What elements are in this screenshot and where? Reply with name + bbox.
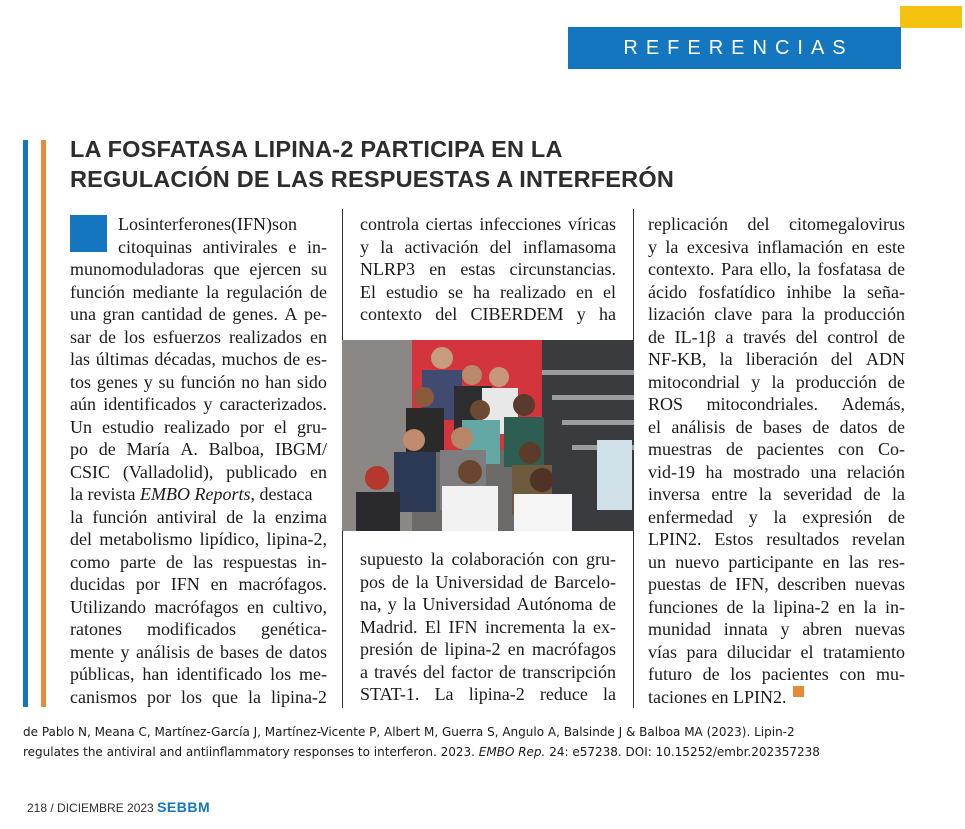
text-fragment: taciones en LPIN2. <box>648 686 787 707</box>
blue-side-bar <box>23 140 28 707</box>
text-line: tos genes y su función no han sido <box>70 371 327 392</box>
text-fragment: , destaca <box>250 484 313 504</box>
text-line: munidad innata y abren nuevas <box>648 619 905 639</box>
text-line: inversa entre la severidad de la <box>648 484 905 504</box>
text-line: Un estudio realizado por el gru- <box>70 416 327 437</box>
text-line: na, y la Universidad Autónoma de <box>360 594 616 614</box>
text-line: vid-19 ha mostrado una relación <box>648 461 905 482</box>
text-line: citoquinas antivirales e in- <box>118 236 327 257</box>
column-2-bottom <box>360 548 616 706</box>
reference-citation <box>23 722 923 762</box>
text-line: Madrid. El IFN incrementa la ex- <box>360 616 616 637</box>
text-line-last <box>648 686 905 709</box>
text-line: a través del factor de transcripción <box>360 661 616 682</box>
column-1 <box>70 213 327 708</box>
text-line: y la excesiva inflamación en este <box>648 236 905 257</box>
text-line-wrap <box>70 213 327 236</box>
text-line: LPIN2. Estos resultados revelan <box>648 529 905 549</box>
text-line: munomoduladoras que ejercen su <box>70 259 327 279</box>
text-line: pos de la Universidad de Barcelo- <box>360 571 616 592</box>
text-line: un nuevo participante en las res- <box>648 551 905 572</box>
text-line: función mediante la regulación de <box>70 281 327 302</box>
text-block <box>70 506 327 709</box>
text-line: CSIC (Valladolid), publicado en <box>70 461 327 482</box>
corner-yellow-tab <box>900 6 962 28</box>
text-fragment: 24: e57238. DOI: 10.15252/embr.202357238 <box>545 745 820 759</box>
journal-abbrev: EMBO Rep. <box>478 745 546 759</box>
text-line-journal <box>70 483 327 506</box>
text-line: NLRP3 en estas circunstancias. <box>360 259 616 279</box>
text-line: puestas de IFN, describen nuevas <box>648 574 905 594</box>
text-line: po de María A. Balboa, IBGM/ <box>70 439 327 459</box>
text-fragment <box>70 483 312 506</box>
text-line: funciones de la lipina-2 en la in- <box>648 596 905 617</box>
column-rule <box>633 530 634 708</box>
column-3 <box>648 213 905 708</box>
column-rule <box>633 209 634 341</box>
section-banner <box>568 27 901 69</box>
column-rule <box>342 530 343 708</box>
text-line: NF-KB, la liberación del ADN <box>648 349 905 369</box>
text-line: sar de los esfuerzos realizados en <box>70 326 327 347</box>
text-line: de IL-1β a través del control de <box>648 326 905 347</box>
text-line: del metabolismo lipídico, lipina-2, <box>70 529 327 549</box>
text-line: mente y análisis de bases de datos <box>70 641 327 662</box>
page-footer <box>27 799 210 815</box>
end-mark-icon <box>793 686 804 697</box>
text-line: futuro de los pacientes con mu- <box>648 664 905 684</box>
reference-line: de Pablo N, Meana C, Martínez-García J, Martínez-Vicente P, Albert M, Guerra S, Angulo A, Balsinde J & Balboa MA (2023). Lipin-2 <box>23 725 795 739</box>
text-line: ducidas por IFN en macrófagos. <box>70 574 327 594</box>
text-line: Utilizando macrófagos en cultivo, <box>70 596 327 617</box>
text-block <box>70 258 327 483</box>
text-line: el análisis de bases de datos de <box>648 416 905 437</box>
page-info: 218 / DICIEMBRE 2023 <box>27 801 154 815</box>
text-line: públicas, han identificado los me- <box>70 664 327 684</box>
text-line: STAT-1. La lipina-2 reduce la <box>360 684 616 704</box>
text-line: enfermedad y la expresión de <box>648 506 905 527</box>
text-line: vías para dilucidar el tratamiento <box>648 641 905 662</box>
text-line: canismos por los que la lipina-2 <box>70 686 327 707</box>
reference-line <box>23 742 923 762</box>
section-label: REFERENCIAS <box>623 36 854 59</box>
group-photo <box>342 340 634 531</box>
text-line: aún identificados y caracterizados. <box>70 394 327 414</box>
orange-side-bar <box>41 140 46 707</box>
text-line: Los interferones (IFN) son <box>118 214 297 234</box>
text-line: El estudio se ha realizado en el <box>360 281 616 302</box>
text-fragment: regulates the antiviral and antiinflammatory responses to interferon. 2023. <box>23 745 479 759</box>
text-line: como parte de las respuestas in- <box>70 551 327 572</box>
text-line: presión de lipina-2 en macrófagos <box>360 639 616 659</box>
journal-name: EMBO Reports <box>139 484 251 504</box>
text-line: la función antiviral de la enzima <box>70 506 327 527</box>
text-line: ratones modificados genética- <box>70 619 327 639</box>
text-line: una gran cantidad de genes. A pe- <box>70 304 327 324</box>
text-line: contexto del CIBERDEM y ha <box>360 304 616 324</box>
text-line: las últimas décadas, muchos de es- <box>70 349 327 369</box>
text-line: lización clave para la producción <box>648 304 905 324</box>
text-line: mitocondrial y la producción de <box>648 371 905 392</box>
column-2-top <box>360 213 616 326</box>
text-line: y la activación del inflamasoma <box>360 236 616 257</box>
title-line: REGULACIÓN DE LAS RESPUESTAS A INTERFERÓN <box>70 166 675 192</box>
text-block <box>648 213 905 686</box>
text-line: ácido fosfatídico inhibe la seña- <box>648 281 905 302</box>
text-line: ROS mitocondriales. Además, <box>648 394 905 414</box>
text-line: muestras de pacientes con Co- <box>648 439 905 459</box>
title-line: LA FOSFATASA LIPINA-2 PARTICIPA EN LA <box>70 136 563 162</box>
column-rule <box>342 209 343 341</box>
text-line: contexto. Para ello, la fosfatasa de <box>648 259 905 279</box>
article-title <box>70 134 770 194</box>
text-line: controla ciertas infecciones víricas <box>360 214 616 234</box>
text-line: replicación del citomegalovirus <box>648 214 905 234</box>
text-line: supuesto la colaboración con gru- <box>360 549 616 569</box>
text-fragment: la revista <box>70 484 140 504</box>
sebbm-logo: SEBBM <box>157 799 211 815</box>
